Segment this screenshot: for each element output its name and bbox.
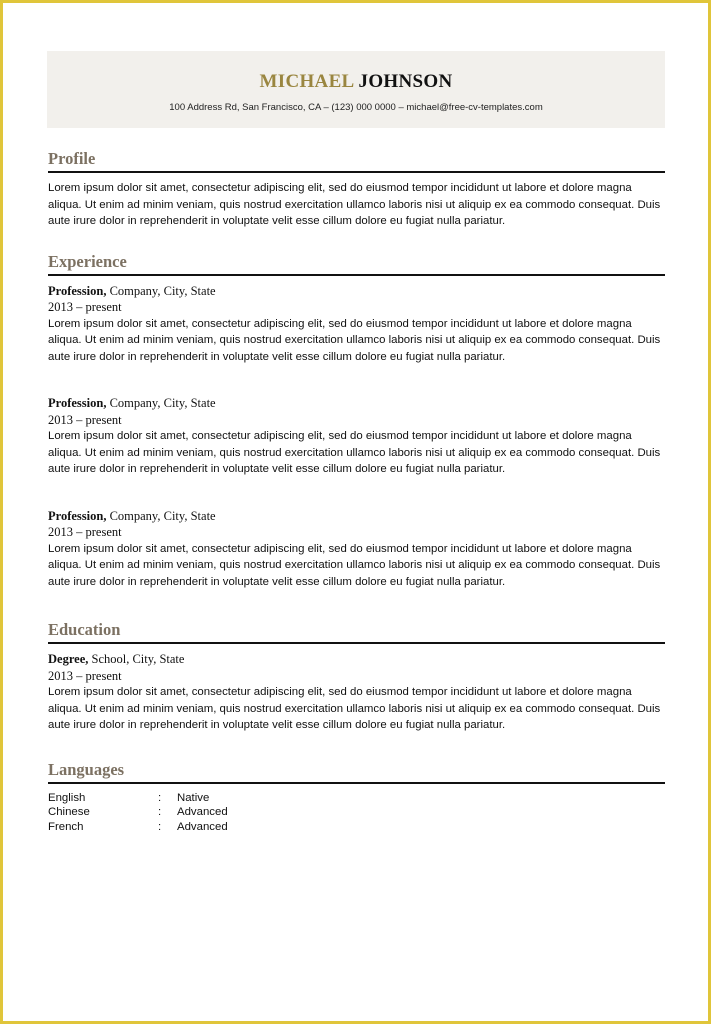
language-separator: :: [158, 791, 162, 804]
entry-description: Lorem ipsum dolor sit amet, consectetur adipiscing elit, sed do eiusmod tempor incididunt ut labore et dolore magna aliqua. Ut enim ad minim veniam, quis nostrud exercitation ullamco laboris nisi ut aliquip ex ea commodo consequat. Duis aute irure dolor in reprehenderit in voluptate velit esse cillum dolore eu fugiat nulla pariatur.: [48, 317, 661, 363]
entry-date: 2013 – present: [48, 668, 122, 683]
entry-description: Lorem ipsum dolor sit amet, consectetur adipiscing elit, sed do eiusmod tempor incididunt ut labore et dolore magna aliqua. Ut enim ad minim veniam, quis nostrud exercitation ullamco laboris nisi ut aliquip ex ea commodo consequat. Duis aute irure dolor in reprehenderit in voluptate velit esse cillum dolore eu fugiat nulla pariatur.: [48, 430, 661, 475]
entry-place: Company, City, State: [106, 396, 216, 410]
resume-header: [47, 51, 665, 128]
experience-entry: [48, 395, 665, 478]
language-separator: :: [158, 806, 162, 819]
language-name: Chinese: [48, 806, 90, 819]
entry-place: Company, City, State: [106, 508, 216, 523]
language-level: Native: [177, 791, 210, 804]
entry-role: Profession,: [48, 508, 107, 523]
section-title-experience: Experience: [48, 252, 665, 276]
last-name: JOHNSON: [358, 71, 453, 92]
experience-section: [48, 252, 665, 591]
language-level: Advanced: [177, 806, 228, 819]
profile-text: Lorem ipsum dolor sit amet, consectetur adipiscing elit, sed do eiusmod tempor incididunt ut labore et dolore magna aliqua. Ut enim ad minim veniam, quis nostrud exercitation ullamco laboris nisi ut aliquip ex ea commodo consequat. Duis aute irure dolor in reprehenderit in voluptate velit esse cillum dolore eu fugiat nulla pariatur.: [48, 182, 661, 227]
languages-section: [48, 760, 665, 835]
section-title-languages: Languages: [48, 760, 665, 784]
language-name: French: [48, 821, 84, 834]
language-separator: :: [158, 821, 162, 834]
language-row: [48, 791, 665, 806]
entry-heading: [48, 283, 665, 300]
entry-place: Company, City, State: [106, 283, 216, 298]
profile-section: [48, 149, 665, 230]
language-level: Advanced: [177, 821, 228, 834]
contact-line: 100 Address Rd, San Francisco, CA – (123) 000 0000 – michael@free-cv-templates.com: [169, 102, 543, 113]
education-entry: [48, 651, 665, 734]
language-name: English: [48, 791, 86, 804]
section-title-profile: Profile: [48, 149, 665, 173]
entry-heading: [48, 395, 665, 412]
entry-heading: [48, 651, 665, 668]
education-section: [48, 620, 665, 734]
section-title-education: Education: [48, 620, 665, 644]
experience-entry: [48, 508, 665, 591]
entry-date: 2013 – present: [48, 412, 122, 427]
entry-degree: Degree,: [48, 652, 89, 666]
language-row: [48, 805, 665, 820]
resume-body: [48, 149, 665, 853]
entry-role: Profession,: [48, 283, 107, 298]
entry-school: School, City, State: [88, 652, 185, 666]
first-name: MICHAEL: [259, 71, 354, 92]
entry-date: 2013 – present: [48, 300, 122, 314]
entry-date: 2013 – present: [48, 525, 122, 539]
entry-role: Profession,: [48, 396, 107, 410]
entry-heading: [48, 508, 665, 525]
language-row: [48, 820, 665, 835]
entry-description: Lorem ipsum dolor sit amet, consectetur adipiscing elit, sed do eiusmod tempor incididunt ut labore et dolore magna aliqua. Ut enim ad minim veniam, quis nostrud exercitation ullamco laboris nisi ut aliquip ex ea commodo consequat. Duis aute irure dolor in reprehenderit in voluptate velit esse cillum dolore eu fugiat nulla pariatur.: [48, 686, 661, 731]
experience-entry: [48, 283, 665, 366]
candidate-name: [47, 71, 665, 93]
entry-description: Lorem ipsum dolor sit amet, consectetur adipiscing elit, sed do eiusmod tempor incididunt ut labore et dolore magna aliqua. Ut enim ad minim veniam, quis nostrud exercitation ullamco laboris nisi ut aliquip ex ea commodo consequat. Duis aute irure dolor in reprehenderit in voluptate velit esse cillum dolore eu fugiat nulla pariatur.: [48, 542, 661, 588]
